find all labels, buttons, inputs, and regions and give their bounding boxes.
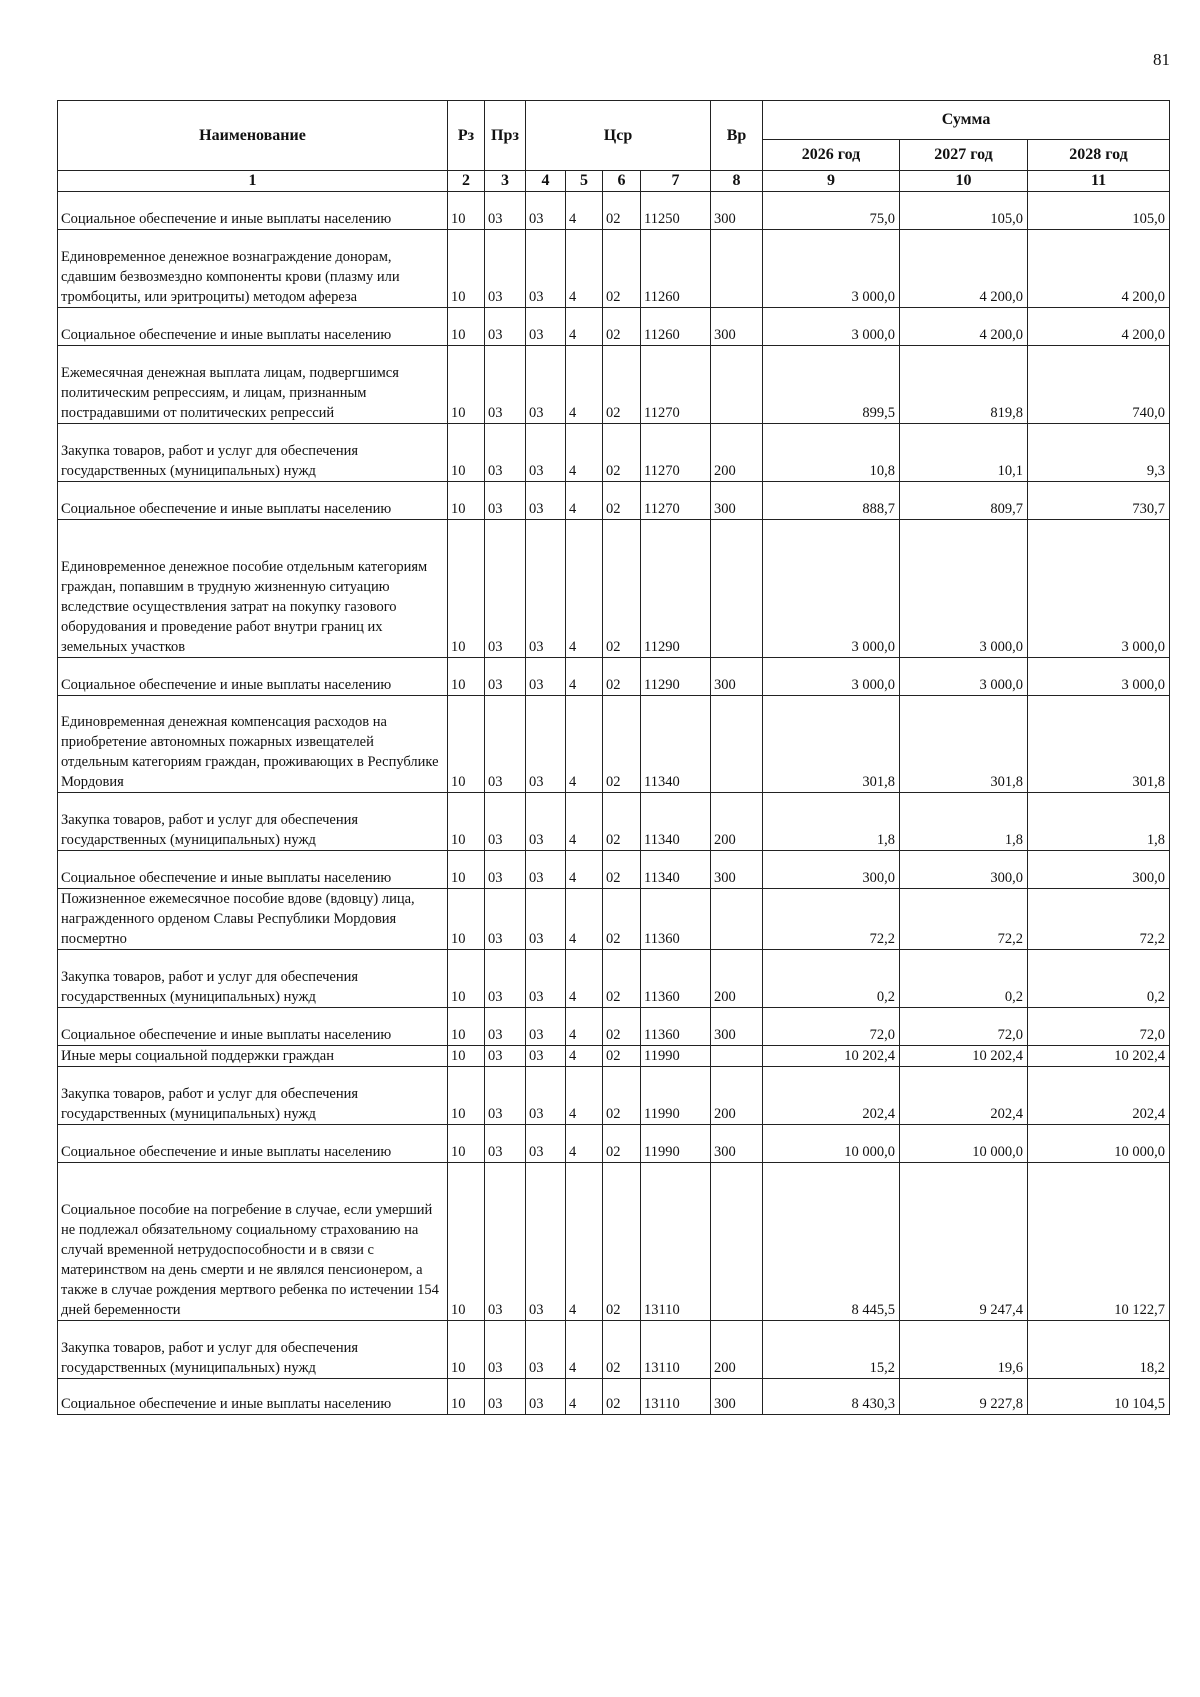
row-vr: 300 bbox=[711, 1008, 763, 1046]
row-sum-2026: 72,0 bbox=[763, 1008, 900, 1046]
row-csr-part: 03 bbox=[526, 1163, 566, 1321]
col-number: 3 bbox=[485, 171, 526, 192]
row-sum-2026: 3 000,0 bbox=[763, 230, 900, 308]
row-sum-2027: 1,8 bbox=[900, 793, 1028, 851]
row-name: Социальное обеспечение и иные выплаты населению bbox=[58, 658, 448, 696]
row-name: Единовременное денежное пособие отдельным категориям граждан, попавшим в трудную жизненную ситуацию вследствие осуществления затрат на покупку газового оборудования и проведение работ внутри границ их земельных участков bbox=[58, 520, 448, 658]
row-csr-part: 02 bbox=[603, 1008, 641, 1046]
row-sum-2027: 19,6 bbox=[900, 1321, 1028, 1379]
row-sum-2026: 3 000,0 bbox=[763, 658, 900, 696]
row-prz: 03 bbox=[485, 1163, 526, 1321]
table-row bbox=[58, 1163, 1170, 1321]
row-csr-part: 03 bbox=[526, 696, 566, 793]
row-sum-2027: 3 000,0 bbox=[900, 658, 1028, 696]
row-csr-code: 13110 bbox=[641, 1163, 711, 1321]
row-prz: 03 bbox=[485, 658, 526, 696]
row-rz: 10 bbox=[448, 1379, 485, 1415]
row-sum-2027: 72,0 bbox=[900, 1008, 1028, 1046]
row-csr-part: 4 bbox=[566, 851, 603, 889]
row-rz: 10 bbox=[448, 1046, 485, 1067]
row-csr-part: 4 bbox=[566, 1046, 603, 1067]
row-csr-code: 13110 bbox=[641, 1321, 711, 1379]
row-name: Социальное обеспечение и иные выплаты населению bbox=[58, 1379, 448, 1415]
row-prz: 03 bbox=[485, 1046, 526, 1067]
row-name: Закупка товаров, работ и услуг для обеспечения государственных (муниципальных) нужд bbox=[58, 1321, 448, 1379]
row-csr-part: 03 bbox=[526, 658, 566, 696]
row-prz: 03 bbox=[485, 889, 526, 950]
row-csr-code: 11290 bbox=[641, 520, 711, 658]
row-sum-2028: 300,0 bbox=[1028, 851, 1170, 889]
row-csr-part: 4 bbox=[566, 520, 603, 658]
row-csr-part: 02 bbox=[603, 424, 641, 482]
row-sum-2027: 105,0 bbox=[900, 192, 1028, 230]
row-name: Закупка товаров, работ и услуг для обеспечения государственных (муниципальных) нужд bbox=[58, 424, 448, 482]
row-rz: 10 bbox=[448, 230, 485, 308]
row-csr-code: 11360 bbox=[641, 1008, 711, 1046]
row-csr-part: 03 bbox=[526, 851, 566, 889]
row-vr bbox=[711, 230, 763, 308]
row-csr-part: 02 bbox=[603, 658, 641, 696]
table-row bbox=[58, 851, 1170, 889]
row-sum-2028: 202,4 bbox=[1028, 1067, 1170, 1125]
row-prz: 03 bbox=[485, 308, 526, 346]
row-csr-part: 02 bbox=[603, 346, 641, 424]
row-csr-part: 4 bbox=[566, 889, 603, 950]
col-number: 7 bbox=[641, 171, 711, 192]
row-vr bbox=[711, 520, 763, 658]
row-sum-2027: 4 200,0 bbox=[900, 308, 1028, 346]
row-name: Закупка товаров, работ и услуг для обеспечения государственных (муниципальных) нужд bbox=[58, 950, 448, 1008]
row-prz: 03 bbox=[485, 520, 526, 658]
row-sum-2028: 10 122,7 bbox=[1028, 1163, 1170, 1321]
row-sum-2026: 10 202,4 bbox=[763, 1046, 900, 1067]
row-rz: 10 bbox=[448, 346, 485, 424]
row-csr-code: 11340 bbox=[641, 851, 711, 889]
row-csr-part: 4 bbox=[566, 192, 603, 230]
row-sum-2026: 8 430,3 bbox=[763, 1379, 900, 1415]
row-csr-part: 02 bbox=[603, 950, 641, 1008]
row-prz: 03 bbox=[485, 346, 526, 424]
table-row bbox=[58, 1125, 1170, 1163]
row-rz: 10 bbox=[448, 1163, 485, 1321]
row-rz: 10 bbox=[448, 308, 485, 346]
row-csr-code: 11270 bbox=[641, 424, 711, 482]
row-rz: 10 bbox=[448, 696, 485, 793]
header-vr: Вр bbox=[711, 101, 763, 171]
row-rz: 10 bbox=[448, 1067, 485, 1125]
budget-table bbox=[57, 100, 1170, 1415]
row-rz: 10 bbox=[448, 950, 485, 1008]
row-name: Ежемесячная денежная выплата лицам, подвергшимся политическим репрессиям, и лицам, признанным пострадавшими от политических репрессий bbox=[58, 346, 448, 424]
row-prz: 03 bbox=[485, 1067, 526, 1125]
row-sum-2027: 9 227,8 bbox=[900, 1379, 1028, 1415]
row-sum-2026: 8 445,5 bbox=[763, 1163, 900, 1321]
row-csr-part: 03 bbox=[526, 192, 566, 230]
row-csr-code: 11990 bbox=[641, 1067, 711, 1125]
row-csr-part: 4 bbox=[566, 424, 603, 482]
row-sum-2028: 10 202,4 bbox=[1028, 1046, 1170, 1067]
row-name: Социальное обеспечение и иные выплаты населению bbox=[58, 1008, 448, 1046]
row-name: Единовременное денежное вознаграждение донорам, сдавшим безвозмездно компоненты крови (плазму или тромбоциты, или эритроциты) методом афереза bbox=[58, 230, 448, 308]
row-sum-2026: 202,4 bbox=[763, 1067, 900, 1125]
row-vr: 200 bbox=[711, 793, 763, 851]
row-csr-part: 03 bbox=[526, 346, 566, 424]
row-sum-2026: 15,2 bbox=[763, 1321, 900, 1379]
header-year-2027: 2027 год bbox=[900, 140, 1028, 171]
row-csr-code: 13110 bbox=[641, 1379, 711, 1415]
row-prz: 03 bbox=[485, 696, 526, 793]
table-header bbox=[58, 101, 1170, 192]
header-name: Наименование bbox=[58, 101, 448, 171]
row-csr-code: 11360 bbox=[641, 950, 711, 1008]
row-csr-part: 02 bbox=[603, 1125, 641, 1163]
row-vr bbox=[711, 889, 763, 950]
row-name: Социальное обеспечение и иные выплаты населению bbox=[58, 308, 448, 346]
row-csr-code: 11340 bbox=[641, 793, 711, 851]
row-name: Социальное обеспечение и иные выплаты населению bbox=[58, 482, 448, 520]
row-sum-2027: 0,2 bbox=[900, 950, 1028, 1008]
row-sum-2027: 819,8 bbox=[900, 346, 1028, 424]
row-csr-part: 4 bbox=[566, 950, 603, 1008]
row-sum-2027: 4 200,0 bbox=[900, 230, 1028, 308]
col-number: 2 bbox=[448, 171, 485, 192]
row-prz: 03 bbox=[485, 851, 526, 889]
row-sum-2027: 72,2 bbox=[900, 889, 1028, 950]
row-sum-2027: 809,7 bbox=[900, 482, 1028, 520]
row-vr: 200 bbox=[711, 1321, 763, 1379]
row-name: Закупка товаров, работ и услуг для обеспечения государственных (муниципальных) нужд bbox=[58, 1067, 448, 1125]
header-sum: Сумма bbox=[763, 101, 1170, 140]
row-csr-part: 03 bbox=[526, 1321, 566, 1379]
col-number: 1 bbox=[58, 171, 448, 192]
row-prz: 03 bbox=[485, 230, 526, 308]
row-csr-part: 03 bbox=[526, 308, 566, 346]
row-csr-part: 02 bbox=[603, 230, 641, 308]
row-csr-part: 02 bbox=[603, 520, 641, 658]
row-csr-part: 02 bbox=[603, 1321, 641, 1379]
row-csr-part: 4 bbox=[566, 1008, 603, 1046]
row-prz: 03 bbox=[485, 1008, 526, 1046]
row-rz: 10 bbox=[448, 1008, 485, 1046]
row-sum-2028: 72,2 bbox=[1028, 889, 1170, 950]
row-rz: 10 bbox=[448, 793, 485, 851]
row-prz: 03 bbox=[485, 1321, 526, 1379]
row-sum-2026: 0,2 bbox=[763, 950, 900, 1008]
row-sum-2028: 301,8 bbox=[1028, 696, 1170, 793]
row-csr-code: 11360 bbox=[641, 889, 711, 950]
header-csr: Цср bbox=[526, 101, 711, 171]
col-number: 5 bbox=[566, 171, 603, 192]
row-rz: 10 bbox=[448, 658, 485, 696]
row-sum-2028: 1,8 bbox=[1028, 793, 1170, 851]
row-prz: 03 bbox=[485, 482, 526, 520]
row-csr-part: 02 bbox=[603, 1046, 641, 1067]
row-rz: 10 bbox=[448, 1125, 485, 1163]
row-sum-2028: 18,2 bbox=[1028, 1321, 1170, 1379]
row-csr-part: 4 bbox=[566, 658, 603, 696]
col-number: 10 bbox=[900, 171, 1028, 192]
table-row bbox=[58, 950, 1170, 1008]
row-csr-part: 4 bbox=[566, 793, 603, 851]
row-name: Единовременная денежная компенсация расходов на приобретение автономных пожарных извещателей отдельным категориям граждан, проживающих в Республике Мордовия bbox=[58, 696, 448, 793]
row-sum-2028: 105,0 bbox=[1028, 192, 1170, 230]
row-csr-code: 11290 bbox=[641, 658, 711, 696]
row-csr-part: 03 bbox=[526, 230, 566, 308]
row-csr-part: 03 bbox=[526, 520, 566, 658]
row-prz: 03 bbox=[485, 1379, 526, 1415]
row-sum-2028: 4 200,0 bbox=[1028, 230, 1170, 308]
table-row bbox=[58, 520, 1170, 658]
row-csr-code: 11990 bbox=[641, 1046, 711, 1067]
row-sum-2027: 10 000,0 bbox=[900, 1125, 1028, 1163]
table-row bbox=[58, 1008, 1170, 1046]
row-csr-part: 03 bbox=[526, 1046, 566, 1067]
row-csr-part: 02 bbox=[603, 192, 641, 230]
row-csr-part: 02 bbox=[603, 1163, 641, 1321]
row-name: Пожизненное ежемесячное пособие вдове (вдовцу) лица, награжденного орденом Славы Республики Мордовия посмертно bbox=[58, 889, 448, 950]
row-sum-2028: 10 000,0 bbox=[1028, 1125, 1170, 1163]
col-number: 4 bbox=[526, 171, 566, 192]
row-sum-2026: 300,0 bbox=[763, 851, 900, 889]
row-vr: 200 bbox=[711, 424, 763, 482]
row-prz: 03 bbox=[485, 1125, 526, 1163]
table-row bbox=[58, 308, 1170, 346]
row-csr-part: 03 bbox=[526, 424, 566, 482]
row-sum-2028: 9,3 bbox=[1028, 424, 1170, 482]
row-name: Иные меры социальной поддержки граждан bbox=[58, 1046, 448, 1067]
row-sum-2028: 0,2 bbox=[1028, 950, 1170, 1008]
row-name: Закупка товаров, работ и услуг для обеспечения государственных (муниципальных) нужд bbox=[58, 793, 448, 851]
row-sum-2028: 10 104,5 bbox=[1028, 1379, 1170, 1415]
table-row bbox=[58, 1321, 1170, 1379]
row-vr: 200 bbox=[711, 950, 763, 1008]
row-vr bbox=[711, 1163, 763, 1321]
row-csr-part: 03 bbox=[526, 482, 566, 520]
row-sum-2027: 300,0 bbox=[900, 851, 1028, 889]
table-row bbox=[58, 696, 1170, 793]
row-csr-part: 02 bbox=[603, 889, 641, 950]
row-csr-part: 03 bbox=[526, 889, 566, 950]
row-csr-part: 4 bbox=[566, 482, 603, 520]
row-name: Социальное обеспечение и иные выплаты населению bbox=[58, 192, 448, 230]
row-csr-part: 03 bbox=[526, 1008, 566, 1046]
row-csr-part: 4 bbox=[566, 1379, 603, 1415]
row-csr-part: 03 bbox=[526, 1379, 566, 1415]
col-number: 8 bbox=[711, 171, 763, 192]
row-vr: 300 bbox=[711, 308, 763, 346]
header-prz: Прз bbox=[485, 101, 526, 171]
row-vr: 300 bbox=[711, 851, 763, 889]
row-csr-part: 4 bbox=[566, 1163, 603, 1321]
row-vr: 300 bbox=[711, 658, 763, 696]
row-rz: 10 bbox=[448, 424, 485, 482]
row-csr-part: 4 bbox=[566, 346, 603, 424]
row-sum-2026: 10,8 bbox=[763, 424, 900, 482]
row-csr-part: 02 bbox=[603, 793, 641, 851]
header-rz: Рз bbox=[448, 101, 485, 171]
row-sum-2026: 10 000,0 bbox=[763, 1125, 900, 1163]
header-year-2028: 2028 год bbox=[1028, 140, 1170, 171]
row-sum-2028: 3 000,0 bbox=[1028, 658, 1170, 696]
row-rz: 10 bbox=[448, 889, 485, 950]
row-sum-2026: 899,5 bbox=[763, 346, 900, 424]
row-vr bbox=[711, 696, 763, 793]
row-rz: 10 bbox=[448, 520, 485, 658]
table-row bbox=[58, 889, 1170, 950]
row-rz: 10 bbox=[448, 482, 485, 520]
row-vr: 300 bbox=[711, 1379, 763, 1415]
row-rz: 10 bbox=[448, 851, 485, 889]
table-row bbox=[58, 1379, 1170, 1415]
page-number: 81 bbox=[1153, 50, 1170, 69]
row-name: Социальное обеспечение и иные выплаты населению bbox=[58, 1125, 448, 1163]
row-csr-part: 02 bbox=[603, 482, 641, 520]
row-csr-code: 11270 bbox=[641, 482, 711, 520]
table-body bbox=[58, 192, 1170, 1415]
row-name: Социальное пособие на погребение в случае, если умерший не подлежал обязательному социальному страхованию на случай временной нетрудоспособности и в связи с материнством на день смерти и не являлся пенсионером, а также в случае рождения мертвого ребенка по истечении 154 дней беременности bbox=[58, 1163, 448, 1321]
table-row bbox=[58, 793, 1170, 851]
row-sum-2026: 888,7 bbox=[763, 482, 900, 520]
row-sum-2027: 3 000,0 bbox=[900, 520, 1028, 658]
row-prz: 03 bbox=[485, 950, 526, 1008]
row-csr-part: 02 bbox=[603, 1067, 641, 1125]
row-rz: 10 bbox=[448, 1321, 485, 1379]
row-name: Социальное обеспечение и иные выплаты населению bbox=[58, 851, 448, 889]
row-rz: 10 bbox=[448, 192, 485, 230]
table-row bbox=[58, 1046, 1170, 1067]
row-csr-part: 4 bbox=[566, 1125, 603, 1163]
row-csr-part: 4 bbox=[566, 308, 603, 346]
row-csr-code: 11250 bbox=[641, 192, 711, 230]
row-csr-code: 11340 bbox=[641, 696, 711, 793]
row-vr: 300 bbox=[711, 482, 763, 520]
table-row bbox=[58, 658, 1170, 696]
row-sum-2026: 75,0 bbox=[763, 192, 900, 230]
row-csr-part: 03 bbox=[526, 950, 566, 1008]
row-vr: 300 bbox=[711, 1125, 763, 1163]
row-csr-part: 03 bbox=[526, 793, 566, 851]
row-sum-2027: 10 202,4 bbox=[900, 1046, 1028, 1067]
header-year-2026: 2026 год bbox=[763, 140, 900, 171]
table-row bbox=[58, 482, 1170, 520]
row-sum-2028: 4 200,0 bbox=[1028, 308, 1170, 346]
row-sum-2028: 730,7 bbox=[1028, 482, 1170, 520]
row-csr-part: 02 bbox=[603, 851, 641, 889]
row-csr-part: 4 bbox=[566, 1321, 603, 1379]
row-sum-2028: 72,0 bbox=[1028, 1008, 1170, 1046]
row-vr: 200 bbox=[711, 1067, 763, 1125]
row-sum-2027: 10,1 bbox=[900, 424, 1028, 482]
row-csr-part: 02 bbox=[603, 308, 641, 346]
row-csr-part: 4 bbox=[566, 1067, 603, 1125]
table-row bbox=[58, 1067, 1170, 1125]
row-sum-2027: 202,4 bbox=[900, 1067, 1028, 1125]
row-sum-2026: 3 000,0 bbox=[763, 308, 900, 346]
row-csr-part: 03 bbox=[526, 1067, 566, 1125]
row-csr-code: 11270 bbox=[641, 346, 711, 424]
row-sum-2026: 3 000,0 bbox=[763, 520, 900, 658]
row-csr-code: 11990 bbox=[641, 1125, 711, 1163]
row-prz: 03 bbox=[485, 793, 526, 851]
table-row bbox=[58, 192, 1170, 230]
row-sum-2028: 740,0 bbox=[1028, 346, 1170, 424]
row-sum-2027: 301,8 bbox=[900, 696, 1028, 793]
row-sum-2027: 9 247,4 bbox=[900, 1163, 1028, 1321]
row-vr: 300 bbox=[711, 192, 763, 230]
row-csr-part: 02 bbox=[603, 1379, 641, 1415]
row-vr bbox=[711, 346, 763, 424]
col-number: 11 bbox=[1028, 171, 1170, 192]
table-row bbox=[58, 346, 1170, 424]
row-sum-2026: 72,2 bbox=[763, 889, 900, 950]
col-number: 6 bbox=[603, 171, 641, 192]
row-csr-part: 03 bbox=[526, 1125, 566, 1163]
row-csr-part: 02 bbox=[603, 696, 641, 793]
col-number: 9 bbox=[763, 171, 900, 192]
row-csr-part: 4 bbox=[566, 696, 603, 793]
table-row bbox=[58, 424, 1170, 482]
row-sum-2028: 3 000,0 bbox=[1028, 520, 1170, 658]
row-sum-2026: 1,8 bbox=[763, 793, 900, 851]
table-row bbox=[58, 230, 1170, 308]
row-csr-code: 11260 bbox=[641, 230, 711, 308]
row-csr-code: 11260 bbox=[641, 308, 711, 346]
row-vr bbox=[711, 1046, 763, 1067]
row-prz: 03 bbox=[485, 424, 526, 482]
row-sum-2026: 301,8 bbox=[763, 696, 900, 793]
row-csr-part: 4 bbox=[566, 230, 603, 308]
row-prz: 03 bbox=[485, 192, 526, 230]
